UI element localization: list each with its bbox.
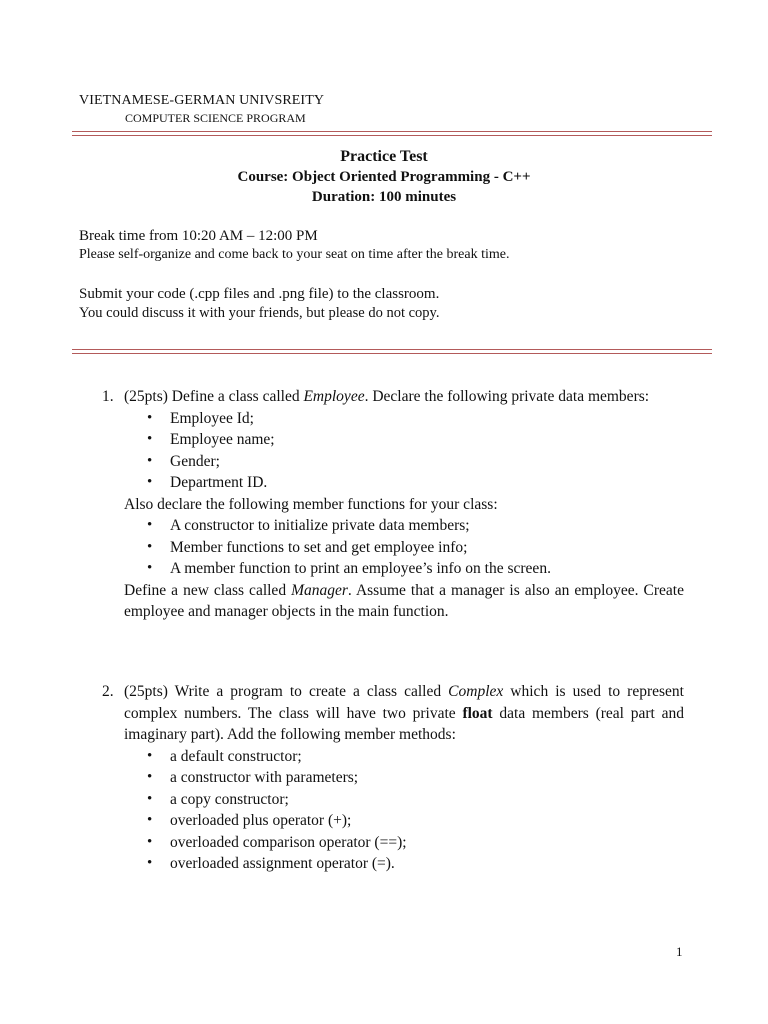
data-members-list xyxy=(124,408,684,494)
question-number: 2. xyxy=(102,683,114,700)
duration-title: Duration: 100 minutes xyxy=(311,189,457,205)
type-word: float xyxy=(462,704,493,722)
manager-text: Define a new class called xyxy=(124,581,292,599)
university-name: VIETNAMESE-GERMAN UNIVSREITY xyxy=(79,93,325,108)
class-name: Employee xyxy=(303,388,365,405)
list-item: • a default constructor; xyxy=(147,746,684,768)
list-item: • A constructor to initialize private data members; xyxy=(147,515,684,537)
class-name: Complex xyxy=(448,683,504,700)
functions-intro: Also declare the following member functions for your class: xyxy=(124,495,498,513)
list-item: • Member functions to set and get employee info; xyxy=(147,537,684,559)
test-title: Practice Test xyxy=(340,148,428,165)
list-item: • A member function to print an employee’s info on the screen. xyxy=(147,558,684,580)
list-item: • Gender; xyxy=(147,451,684,473)
discuss-line: You could discuss it with your friends, but please do not copy. xyxy=(79,305,440,321)
break-time-line: Break time from 10:20 AM – 12:00 PM xyxy=(79,228,318,244)
list-item: • a constructor with parameters; xyxy=(147,767,684,789)
question-intro xyxy=(124,386,684,408)
submit-line: Submit your code (.cpp files and .png file) to the classroom. xyxy=(79,286,440,302)
course-title: Course: Object Oriented Programming - C++ xyxy=(237,169,531,185)
question-number: 1. xyxy=(102,388,114,405)
header-divider xyxy=(72,131,712,136)
intro-text: . Declare the following private data members: xyxy=(364,388,650,405)
break-note-line: Please self-organize and come back to your seat on time after the break time. xyxy=(79,247,510,262)
member-methods-list xyxy=(124,746,684,875)
list-item: • Employee Id; xyxy=(147,408,684,430)
question-2 xyxy=(102,681,684,875)
list-item: • overloaded assignment operator (=). xyxy=(147,853,684,875)
intro-text: (25pts) Write a program to create a class called xyxy=(124,683,449,700)
class-name: Manager xyxy=(291,581,348,599)
intro-text: data members (real part and imaginary part). Add the following member methods: xyxy=(124,704,685,743)
intro-text: which is used to represent complex numbers. The class will have two private xyxy=(124,683,684,722)
section-divider xyxy=(72,349,712,354)
program-name: COMPUTER SCIENCE PROGRAM xyxy=(125,111,306,125)
question-1 xyxy=(102,386,684,623)
member-functions-list xyxy=(124,515,684,580)
list-item: • Employee name; xyxy=(147,429,684,451)
list-item: • overloaded plus operator (+); xyxy=(147,810,684,832)
manager-text: . Assume that a manager is also an employee. Create employee and manager objects in the main function. xyxy=(124,581,684,620)
list-item: • a copy constructor; xyxy=(147,789,684,811)
list-item: • overloaded comparison operator (==); xyxy=(147,832,684,854)
question-intro xyxy=(124,681,684,746)
intro-text: (25pts) Define a class called xyxy=(124,388,304,405)
manager-paragraph xyxy=(124,580,684,623)
page-number: 1 xyxy=(676,944,683,959)
list-item: • Department ID. xyxy=(147,472,684,494)
